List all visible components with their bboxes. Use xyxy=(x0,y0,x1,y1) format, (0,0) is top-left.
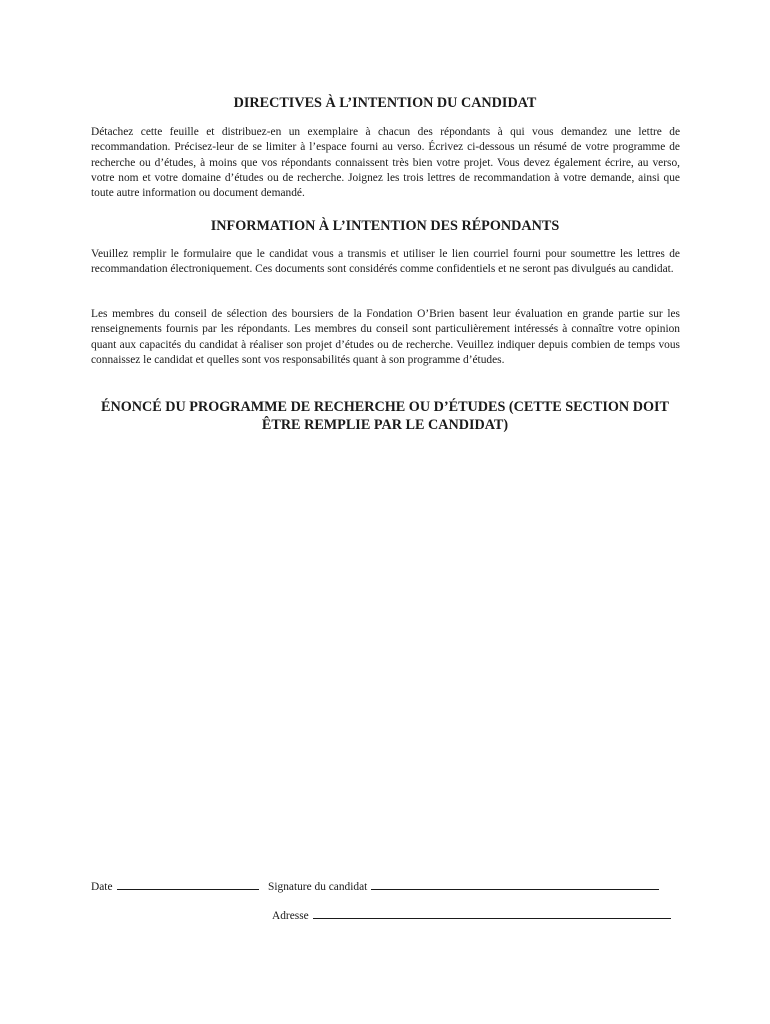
date-field-row xyxy=(91,879,259,895)
respondent-info-heading: INFORMATION À L’INTENTION DES RÉPONDANTS xyxy=(210,218,560,234)
candidate-signature-label: Signature du candidat xyxy=(268,881,368,893)
candidate-directions-heading: DIRECTIVES À L’INTENTION DU CANDIDAT xyxy=(233,95,537,111)
date-label: Date xyxy=(91,881,113,893)
address-label: Adresse xyxy=(272,910,309,922)
candidate-signature-row xyxy=(268,879,659,895)
date-blank-line[interactable] xyxy=(117,879,259,890)
program-statement-heading: ÉNONCÉ DU PROGRAMME DE RECHERCHE OU D’ÉTUDES (CETTE SECTION DOIT ÊTRE REMPLIE PAR LE CANDIDAT) xyxy=(101,399,669,433)
candidate-signature-blank-line[interactable] xyxy=(371,879,659,890)
respondent-info-paragraph-2: Les membres du conseil de sélection des boursiers de la Fondation O’Brien basent leur évaluation en grande partie sur les renseignements fournis par les répondants. Les membres du conseil sont particulièrement intéressés à connaître votre opinion quant aux capacités du candidat à réaliser son projet d’études ou de recherche. Veuillez indiquer depuis combien de temps vous connaissez le candidat et quelles sont vos responsabilités quant à son programme d’études. xyxy=(91,308,680,366)
respondent-info-paragraph-1: Veuillez remplir le formulaire que le candidat vous a transmis et utiliser le lien courriel fourni pour soumettre les lettres de recommandation électroniquement. Ces documents sont considérés comme confidentiels et ne seront pas divulgués au candidat. xyxy=(91,248,680,276)
address-row xyxy=(272,908,671,924)
address-blank-line[interactable] xyxy=(313,908,671,919)
candidate-directions-text: Détachez cette feuille et distribuez-en un exemplaire à chacun des répondants à qui vous demandez une lettre de recommandation. Précisez-leur de se limiter à l’espace fourni au verso. Écrivez ci-dessous un résumé de votre programme de recherche ou d’études, à moins que vos répondants connaissent très bien votre projet. Vous devez également écrire, au verso, votre nom et votre domaine d’études ou de recherche. Joignez les trois lettres de recommandation à votre demande, ainsi que toute autre information ou document demandé. xyxy=(91,126,680,200)
